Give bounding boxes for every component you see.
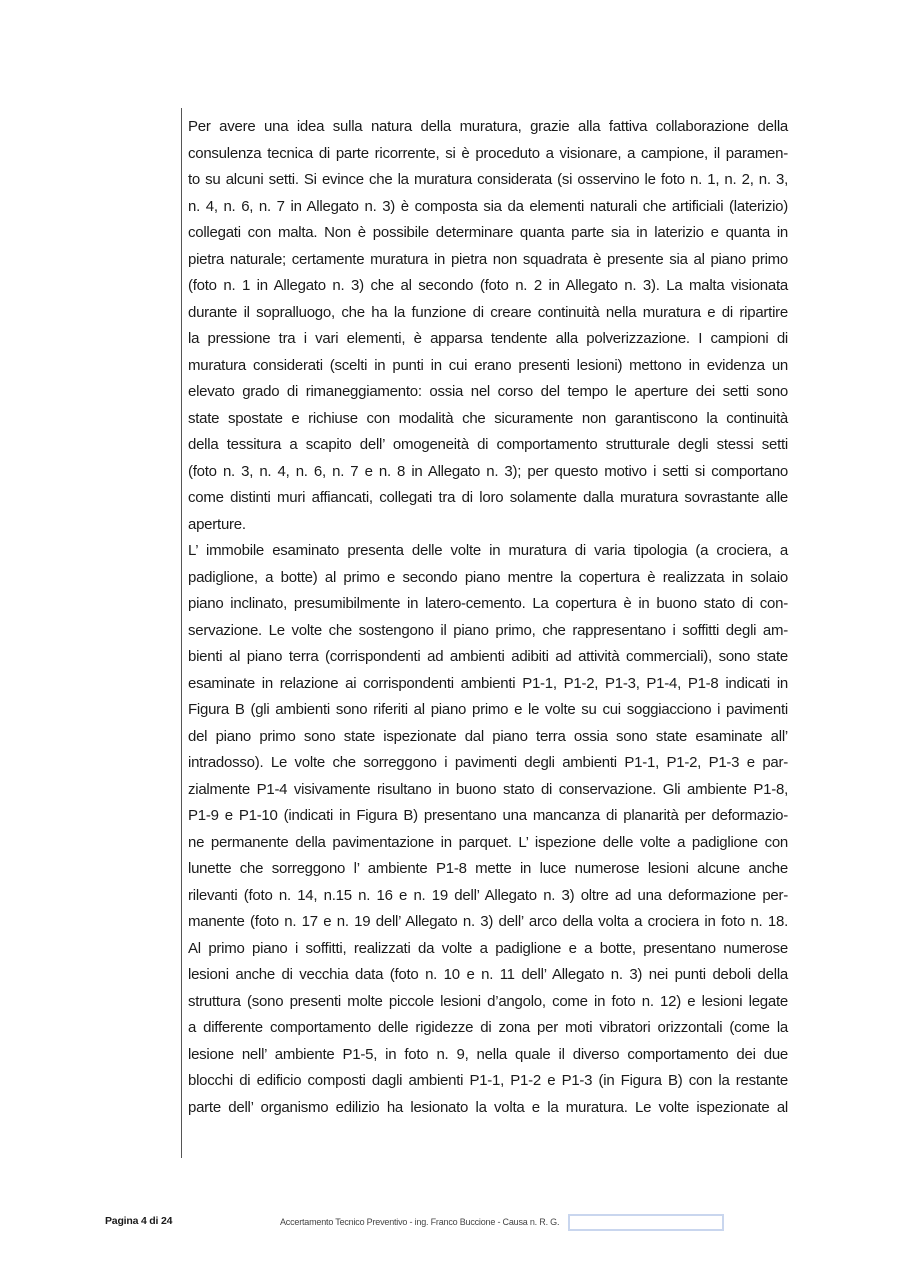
- text-line: L’ immobile esaminato presenta delle volte in muratura di varia tipologia (a crociera, a: [188, 542, 788, 559]
- text-line: state spostate e richiuse con modalità che sicuramente non garantiscono la continuità: [188, 409, 788, 427]
- text-line: n. 4, n. 6, n. 7 in Allegato n. 3) è composta sia da elementi naturali che artificiali (laterizio): [188, 197, 788, 215]
- text-line: P1-9 e P1-10 (indicati in Figura B) presentano una mancanza di planarità per deformazio-: [188, 807, 788, 824]
- text-line: (foto n. 1 in Allegato n. 3) che al secondo (foto n. 2 in Allegato n. 3). La malta visionata: [188, 277, 788, 294]
- text-line: consulenza tecnica di parte ricorrente, si è proceduto a visionare, a campione, il paramen-: [188, 144, 788, 162]
- text-line: to su alcuni setti. Si evince che la muratura considerata (si osservino le foto n. 1, n. 2, n. 3,: [188, 171, 788, 188]
- text-line: la pressione tra i vari elementi, è apparsa tendente alla polverizzazione. I campioni di: [188, 330, 788, 347]
- text-line: pietra naturale; certamente muratura in pietra non squadrata è presente sia al piano primo: [188, 250, 788, 268]
- text-line: blocchi di edificio composti dagli ambienti P1-1, P1-2 e P1-3 (in Figura B) con la restante: [188, 1072, 788, 1089]
- text-line: lesioni anche di vecchia data (foto n. 10 e n. 11 dell’ Allegato n. 3) nei punti deboli della: [188, 966, 788, 983]
- footer-caption: Accertamento Tecnico Preventivo - ing. Franco Buccione - Causa n. R. G.: [280, 1217, 560, 1227]
- text-line: struttura (sono presenti molte piccole lesioni d’angolo, come in foto n. 12) e lesioni legate: [188, 992, 788, 1010]
- text-line: lesione nell’ ambiente P1-5, in foto n. 9, nella quale il diverso comportamento dei due: [188, 1045, 788, 1063]
- text-line: padiglione, a botte) al primo e secondo piano mentre la copertura è realizzata in solaio: [188, 568, 788, 586]
- text-line: manente (foto n. 17 e n. 19 dell’ Allegato n. 3) dell’ arco della volta a crociera in foto n. 18.: [188, 913, 788, 930]
- text-line: lunette che sorreggono l’ ambiente P1-8 mette in luce numerose lesioni alcune anche: [188, 860, 788, 877]
- text-line: del piano primo sono state ispezionate dal piano terra ossia sono state esaminate all’: [188, 727, 788, 745]
- text-line: come distinti muri affiancati, collegati tra di loro solamente dalla muratura sovrastante alle: [188, 489, 788, 506]
- text-line: piano inclinato, presumibilmente in latero-cemento. La copertura è in buono stato di con-: [188, 595, 788, 612]
- case-number-field: [568, 1214, 724, 1231]
- text-line: Per avere una idea sulla natura della muratura, grazie alla fattiva collaborazione della: [188, 118, 788, 135]
- left-margin-rule: [181, 108, 182, 1158]
- text-line: bienti al piano terra (corrispondenti ad ambienti adibiti ad attività commerciali), sono state: [188, 648, 788, 665]
- text-line: rilevanti (foto n. 14, n.15 n. 16 e n. 19 dell’ Allegato n. 3) oltre ad una deformazione per-: [188, 886, 788, 904]
- text-line: a differente comportamento delle rigidezze di zona per moti vibratori orizzontali (come la: [188, 1019, 788, 1036]
- text-line: della tessitura a scapito dell’ omogeneità di comportamento strutturale degli stessi setti: [188, 436, 788, 453]
- text-line: collegati con malta. Non è possibile determinare quanta parte sia in laterizio e quanta in: [188, 224, 788, 241]
- text-line: muratura considerati (scelti in punti in cui erano presenti lesioni) mettono in evidenza un: [188, 356, 788, 374]
- text-line: intradosso). Le volte che sorreggono i pavimenti degli ambienti P1-1, P1-2, P1-3 e par-: [188, 754, 788, 771]
- text-line: servazione. Le volte che sostengono il piano primo, che rappresentano i soffitti degli am-: [188, 621, 788, 639]
- text-line: durante il sopralluogo, che ha la funzione di creare continuità nella muratura e di ripartire: [188, 303, 788, 321]
- body-text: [188, 114, 788, 1121]
- page-footer: [0, 1213, 904, 1233]
- text-line: esaminate in relazione ai corrispondenti ambienti P1-1, P1-2, P1-3, P1-4, P1-8 indicati in: [188, 674, 788, 692]
- text-line: parte dell’ organismo edilizio ha lesionato la volta e la muratura. Le volte ispezionate al: [188, 1098, 788, 1116]
- page-number-label: Pagina 4 di 24: [105, 1215, 173, 1227]
- text-line: Figura B (gli ambienti sono riferiti al piano primo e le volte su cui soggiacciono i pavimenti: [188, 701, 788, 718]
- text-line: aperture.: [188, 515, 246, 533]
- text-line: zialmente P1-4 visivamente risultano in buono stato di conservazione. Gli ambiente P1-8,: [188, 780, 788, 798]
- text-line: (foto n. 3, n. 4, n. 6, n. 7 e n. 8 in Allegato n. 3); per questo motivo i setti si comportano: [188, 462, 788, 480]
- text-line: Al primo piano i soffitti, realizzati da volte a padiglione e a botte, presentano numerose: [188, 939, 788, 957]
- text-line: ne permanente della pavimentazione in parquet. L’ ispezione delle volte a padiglione con: [188, 833, 788, 851]
- text-line: elevato grado di rimaneggiamento: ossia nel corso del tempo le aperture dei setti sono: [188, 383, 788, 400]
